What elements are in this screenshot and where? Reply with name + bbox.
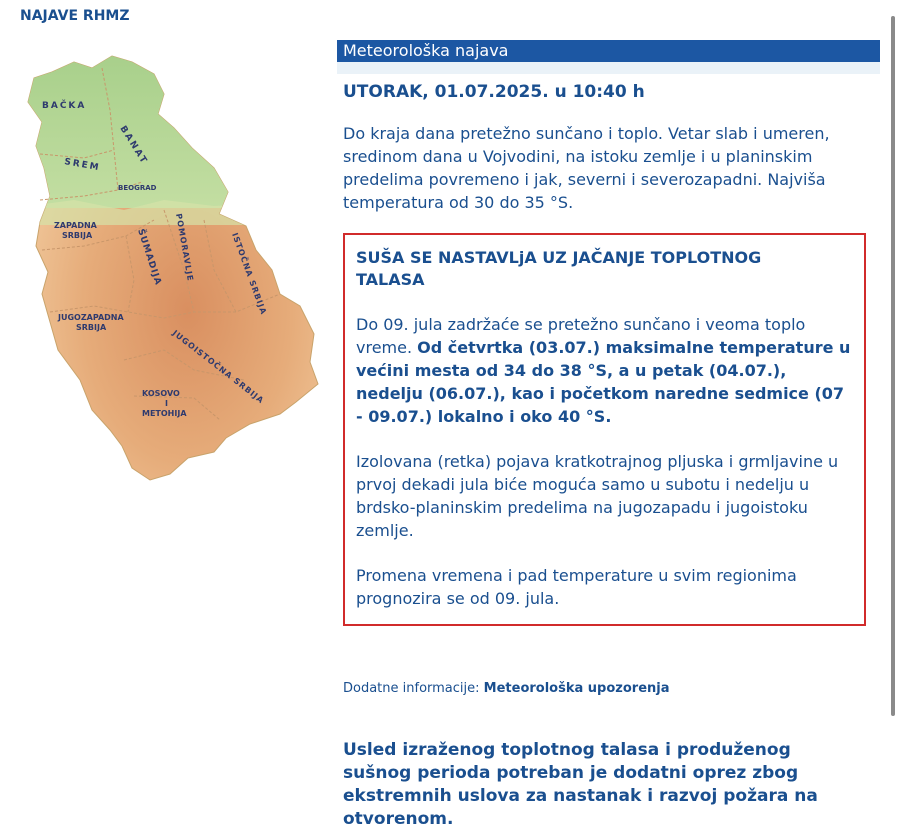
meteo-warnings-link[interactable]: Meteorološka upozorenja — [483, 681, 670, 696]
region-label-kosovo-3: METOHIJA — [142, 409, 187, 418]
drought-alert-box — [343, 233, 866, 626]
region-label-zapadna-1: ZAPADNA — [54, 221, 97, 230]
forecast-summary: Do kraja dana pretežno sunčano i toplo. Vetar slab i umeren, sredinom dana u Vojvodini, na istoku zemlje i u planinskim predelima povremeno i jak, severni i severozapadni. Najviša temperatura od 30 do 35 °S. — [343, 124, 830, 212]
region-label-kosovo-2: I — [165, 399, 168, 408]
alert-paragraph-2: Izolovana (retka) pojava kratkotrajnog pljuska i grmljavine u prvoj dekadi jula biće moguća samo u subotu i nedelju u brdsko-planinskim predelima na jugozapadu i jugoistoku zemlje. — [356, 452, 839, 540]
alert-paragraph-1 — [356, 313, 856, 428]
forecast-date: UTORAK, 01.07.2025. u 10:40 h — [343, 82, 645, 102]
title-bar-underline — [337, 62, 880, 74]
region-label-backa: BAČKA — [42, 101, 87, 111]
region-label-zapadna-2: SRBIJA — [62, 231, 93, 240]
region-label-beograd: BEOGRAD — [118, 184, 157, 192]
northern-lowlands — [14, 50, 322, 208]
alert-title: SUŠA SE NASTAVLjA UZ JAČANJE TOPLOTNOG TALASA — [356, 248, 762, 289]
alert-p1-bold: Od četvrtka (03.07.) maksimalne temperature u većini mesta od 34 do 38 °S, a u petak (04.07.), nedelju (06.07.), kao i početkom naredne sedmice (07 - 09.07.) lokalno i oko 40 °S. — [356, 338, 851, 426]
region-label-kosovo-1: KOSOVO — [142, 389, 180, 398]
forecast-panel — [337, 40, 880, 831]
region-label-jugoistocna: JUGOISTOČNA SRBIJA — [170, 328, 266, 406]
additional-info-label: Dodatne informacije: — [343, 681, 480, 696]
region-label-jugozapadna-2: SRBIJA — [76, 323, 107, 332]
alert-paragraph-3: Promena vremena i pad temperature u svim regionima prognozira se od 09. jula. — [356, 566, 797, 608]
region-label-jugozapadna-1: JUGOZAPADNA — [58, 313, 124, 322]
region-label-pomoravlje: POMORAVLJE — [174, 212, 195, 283]
section-title-bar: Meteorološka najava — [337, 40, 880, 62]
fire-warning-text: Usled izraženog toplotnog talasa i produženog sušnog perioda potreban je dodatni oprez zbog ekstremnih uslova za nastanak i razvoj požara na otvorenom. — [343, 740, 818, 829]
region-label-srem: SREM — [63, 157, 102, 174]
region-label-banat: BANAT — [117, 124, 150, 167]
section-header-najave: NAJAVE RHMZ — [20, 8, 130, 24]
region-label-sumadija: ŠUMADIJA — [135, 227, 163, 287]
vertical-scrollbar[interactable] — [891, 16, 895, 716]
region-label-istocna: ISTOČNA SRBIJA — [230, 231, 269, 317]
additional-info — [343, 681, 880, 696]
serbia-regions-map — [14, 50, 322, 482]
alert-p1-normal: Do 09. jula zadržaće se pretežno sunčano i veoma toplo vreme. — [356, 315, 806, 357]
